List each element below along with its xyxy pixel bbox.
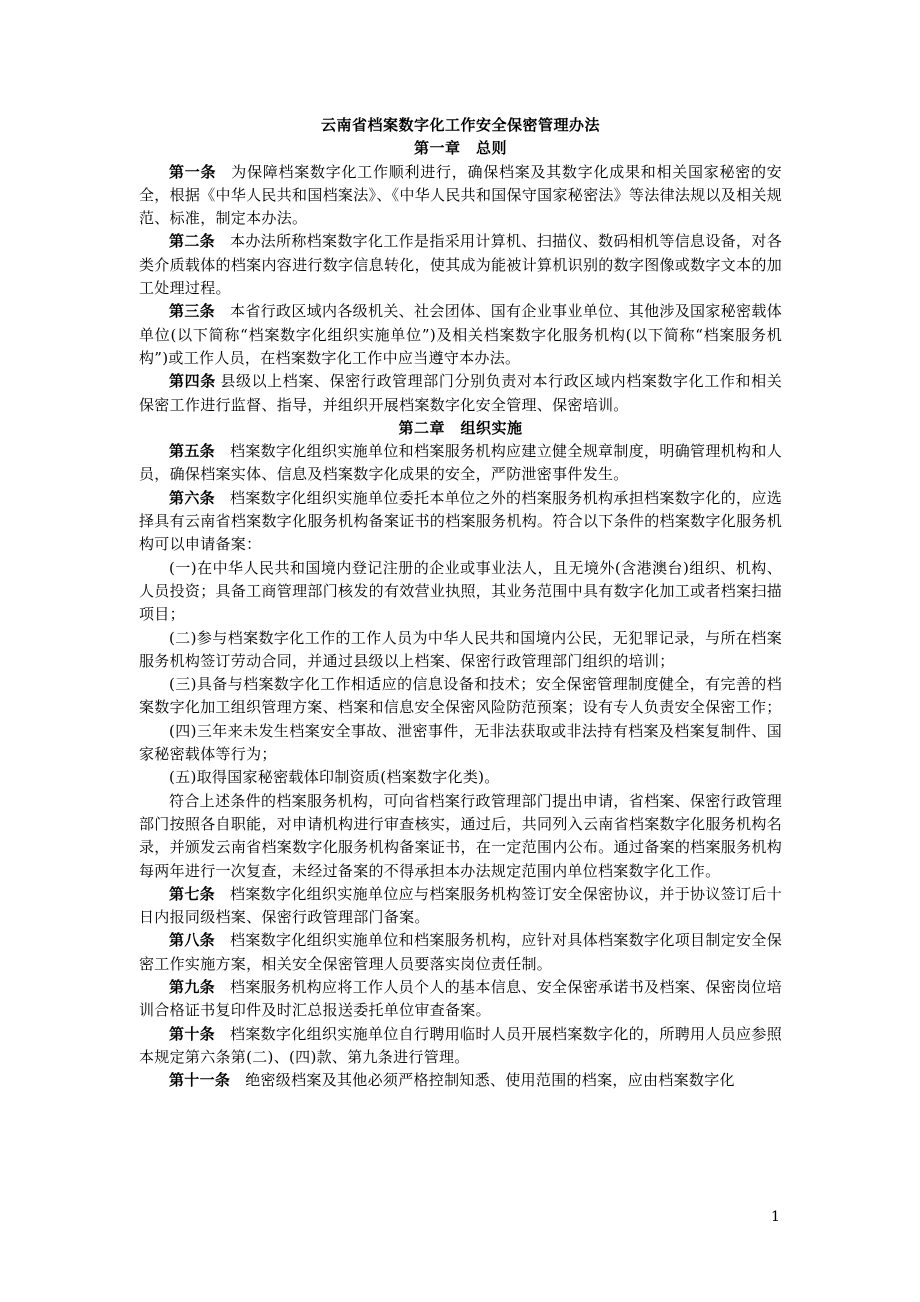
article-label: 第十一条 (169, 1071, 231, 1090)
article-3 (139, 300, 782, 370)
article-10 (139, 1023, 782, 1070)
article-8 (139, 929, 782, 976)
article-text: 档案数字化组织实施单位和档案服务机构，应针对具体档案数字化项目制定安全保密工作实施方案，相关安全保密管理人员要落实岗位责任制。 (139, 931, 782, 973)
article-7 (139, 883, 782, 930)
article-text: 档案服务机构应将工作人员个人的基本信息、安全保密承诺书及档案、保密岗位培训合格证书复印件及时汇总报送委托单位审查备案。 (139, 977, 782, 1020)
article-label: 第三条 (169, 302, 216, 321)
article-6 (139, 487, 782, 557)
clause-2: (二)参与档案数字化工作的工作人员为中华人民共和国境内公民，无犯罪记录，与所在档案服务机构签订劳动合同，并通过县级以上档案、保密行政管理部门组织的培训； (139, 628, 782, 670)
article-text: 本省行政区域内各级机关、社会团体、国有企业事业单位、其他涉及国家秘密载体单位(以下简称“档案数字化组织实施单位”)及相关档案数字化服务机构(以下简称“档案服务机构”)或工作人员，在档案数字化工作中应当遵守本办法。 (139, 302, 782, 367)
article-2 (139, 230, 782, 300)
article-label: 第一条 (169, 162, 217, 181)
article-text: 档案数字化组织实施单位委托本单位之外的档案服务机构承担档案数字化的，应选择具有云南省档案数字化服务机构备案证书的档案服务机构。符合以下条件的档案数字化服务机构可以申请备案： (139, 488, 782, 554)
article-9 (139, 976, 782, 1023)
article-label: 第五条 (169, 442, 216, 461)
article-text: 档案数字化组织实施单位自行聘用临时人员开展档案数字化的，所聘用人员应参照本规定第六条第(二)、(四)款、第九条进行管理。 (139, 1024, 782, 1066)
article-text: 档案数字化组织实施单位和档案服务机构应建立健全规章制度，明确管理机构和人员，确保档案实体、信息及档案数字化成果的安全，严防泄密事件发生。 (139, 442, 782, 484)
article-label: 第九条 (169, 977, 216, 996)
article-label: 第六条 (169, 488, 216, 507)
article-1 (139, 161, 782, 231)
clause-4: (四)三年来未发生档案安全事故、泄密事件，无非法获取或非法持有档案及档案复制件、国家秘密载体等行为； (139, 721, 782, 764)
chapter-heading-2: 第二章 组织实施 (398, 418, 523, 437)
article-label: 第四条 (169, 372, 216, 391)
article-label: 第八条 (169, 931, 216, 950)
clause-3: (三)具备与档案数字化工作相适应的信息设备和技术；安全保密管理制度健全，有完善的档案数字化加工组织管理方案、档案和信息安全保密风险防范预案；设有专人负责安全保密工作； (139, 675, 782, 717)
page-number: 1 (771, 1209, 780, 1225)
article-text: 为保障档案数字化工作顺利进行，确保档案及其数字化成果和相关国家秘密的安全，根据《中华人民共和国档案法》、《中华人民共和国保守国家秘密法》等法律法规以及相关规范、标准，制定本办法。 (139, 162, 782, 228)
article-5 (139, 440, 782, 487)
article-4 (139, 370, 782, 417)
article-text: 档案数字化组织实施单位应与档案服务机构签订安全保密协议，并于协议签订后十日内报同级档案、保密行政管理部门备案。 (139, 884, 782, 927)
document-title: 云南省档案数字化工作安全保密管理办法 (320, 116, 600, 134)
article-label: 第十条 (169, 1024, 216, 1043)
article-text: 县级以上档案、保密行政管理部门分别负责对本行政区域内档案数字化工作和相关保密工作进行监督、指导，并组织开展档案数字化安全管理、保密培训。 (139, 372, 782, 414)
article-6-continuation: 符合上述条件的档案服务机构，可向省档案行政管理部门提出申请，省档案、保密行政管理部门按照各自职能，对申请机构进行审查核实，通过后，共同列入云南省档案数字化服务机构名录，并颁发云南省档案数字化服务机构备案证书，在一定范围内公布。通过备案的档案服务机构每两年进行一次复查，未经过备案的不得承担本办法规定范围内单位档案数字化工作。 (139, 791, 782, 880)
article-label: 第七条 (169, 884, 216, 903)
article-11 (139, 1069, 782, 1092)
article-label: 第二条 (169, 232, 216, 251)
chapter-heading-1: 第一章 总则 (413, 139, 507, 158)
clause-5: (五)取得国家秘密载体印制资质(档案数字化类)。 (169, 768, 500, 787)
clause-1: (一)在中华人民共和国境内登记注册的企业或事业法人，且无境外(含港澳台)组织、机构、人员投资；具备工商管理部门核发的有效营业执照，其业务范围中具有数字化加工或者档案扫描项目； (139, 558, 782, 624)
document-page (139, 114, 782, 1092)
article-text: 绝密级档案及其他必须严格控制知悉、使用范围的档案，应由档案数字化 (245, 1071, 735, 1090)
article-text: 本办法所称档案数字化工作是指采用计算机、扫描仪、数码相机等信息设备，对各类介质载体的档案内容进行数字信息转化，使其成为能被计算机识别的数字图像或数字文本的加工处理过程。 (139, 232, 782, 298)
